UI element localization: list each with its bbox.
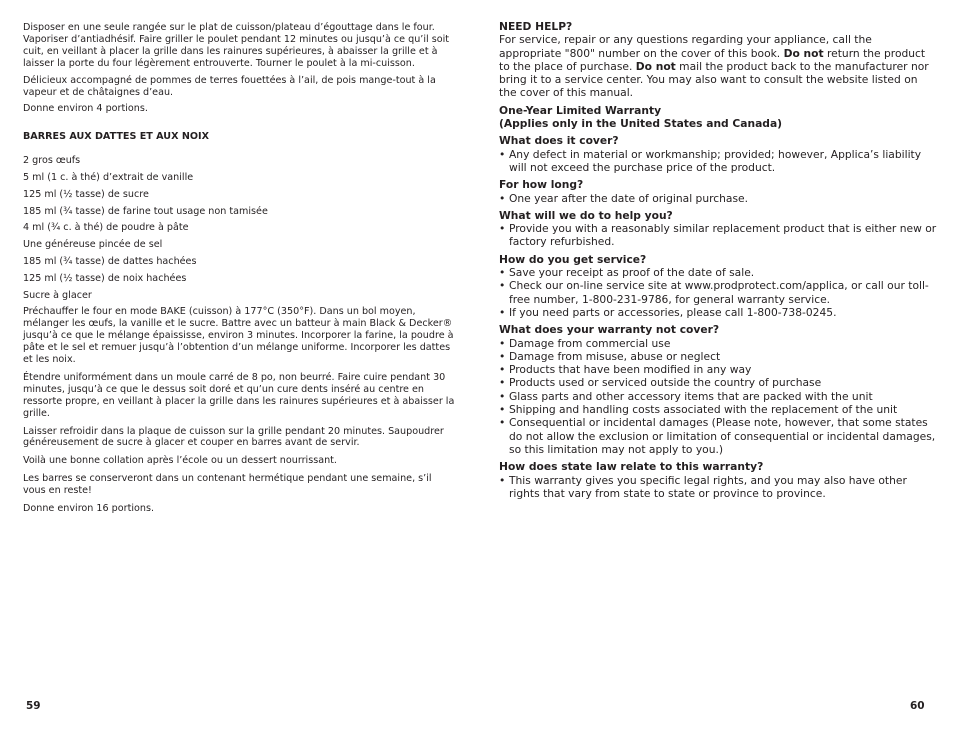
servings-text: Donne environ 16 portions. xyxy=(23,503,155,515)
list-item xyxy=(499,279,937,306)
ingredient-item: 185 ml (¾ tasse) de farine tout usage non tamisée xyxy=(23,205,268,217)
bullet-icon: • xyxy=(499,266,506,280)
need-help-text: return the product to the place of purchase. xyxy=(499,46,926,73)
ingredient-item: 2 gros œufs xyxy=(23,155,81,167)
warranty-title: One-Year Limited Warranty xyxy=(499,103,662,117)
list-item xyxy=(499,376,937,389)
ingredient-item: 4 ml (¾ c. à thé) de poudre à pâte xyxy=(23,222,189,234)
list-item xyxy=(499,363,937,376)
need-help-text: For service, repair or any questions regarding your appliance, call the appropriate "800" number on the cover of this book. xyxy=(499,33,872,60)
ingredient-item: 5 ml (1 c. à thé) d’extrait de vanille xyxy=(23,172,194,184)
list-item xyxy=(499,403,937,416)
bullet-icon: • xyxy=(499,416,506,430)
faq-question: What does it cover? xyxy=(499,134,619,148)
need-help-text: mail the product back to the manufacturer nor bring it to a service center. You may also want to consult the website listed on the cover of this manual. xyxy=(499,59,929,100)
list-item xyxy=(499,222,937,249)
list-item xyxy=(499,266,937,279)
list-item-text: Save your receipt as proof of the date of sale. xyxy=(509,266,755,280)
list-item xyxy=(499,148,937,175)
warranty-column xyxy=(499,20,937,500)
need-help-emphasis: Do not xyxy=(783,46,824,60)
need-help-paragraph xyxy=(499,33,937,99)
faq-answer-list xyxy=(499,266,937,319)
list-item-text: Check our on-line service site at www.prodprotect.com/applica, or call our toll-free number, 1-800-231-9786, for general warranty service. xyxy=(509,279,929,306)
list-item-text: Glass parts and other accessory items that are packed with the unit xyxy=(509,389,873,403)
list-item xyxy=(499,337,937,350)
list-item-text: Any defect in material or workmanship; provided; however, Applica’s liability will not exceed the purchase price of the product. xyxy=(509,147,922,174)
list-item-text: Provide you with a reasonably similar replacement product that is either new or factory refurbished. xyxy=(509,222,937,249)
faq-answer-list xyxy=(499,337,937,457)
bullet-icon: • xyxy=(499,349,506,363)
instruction-paragraph: Étendre uniformément dans un moule carré de 8 po, non beurré. Faire cuire pendant 30 minutes, jusqu’à ce que le dessus soit doré et qu’un cure dents inséré au centre en ressorte propre, en veillant à placer la grille dans les rainures supérieures et à abaisser la grille. xyxy=(23,371,455,419)
page-number: 59 xyxy=(26,700,41,712)
bullet-icon: • xyxy=(499,191,506,205)
bullet-icon: • xyxy=(499,376,506,390)
bullet-icon: • xyxy=(499,147,506,161)
instruction-paragraph: Les barres se conserveront dans un contenant hermétique pendant une semaine, s’il vous en reste! xyxy=(23,473,432,497)
bullet-icon: • xyxy=(499,336,506,350)
right-page xyxy=(477,0,954,738)
list-item-text: One year after the date of original purchase. xyxy=(509,191,749,205)
bullet-icon: • xyxy=(499,363,506,377)
ingredient-item: 125 ml (½ tasse) de noix hachées xyxy=(23,272,187,284)
intro-paragraph: Disposer en une seule rangée sur le plat de cuisson/plateau d’égouttage dans le four. Vaporiser d’antiadhésif. Faire griller le poulet pendant 12 minutes ou jusqu’à ce qu’il soit cuit, en veillant à placer la grille dans les rainures supérieures, à abaisser la grille et à laisser la porte du four légèrement entrouverte. Tourner le poulet à la mi-cuisson. xyxy=(23,22,449,69)
list-item-text: Products that have been modified in any way xyxy=(509,363,752,377)
bullet-icon: • xyxy=(499,473,506,487)
list-item xyxy=(499,390,937,403)
list-item-text: If you need parts or accessories, please call 1-800-738-0245. xyxy=(509,305,837,319)
recipe-title: BARRES AUX DATTES ET AUX NOIX xyxy=(23,131,209,143)
instruction-paragraph: Voilà une bonne collation après l’école ou un dessert nourrissant. xyxy=(23,455,337,467)
ingredient-item: 125 ml (½ tasse) de sucre xyxy=(23,188,149,200)
faq-answer-list xyxy=(499,148,937,175)
bullet-icon: • xyxy=(499,279,506,293)
list-item-text: Products used or serviced outside the country of purchase xyxy=(509,376,822,390)
bullet-icon: • xyxy=(499,389,506,403)
ingredient-item: 185 ml (¾ tasse) de dattes hachées xyxy=(23,256,197,268)
ingredient-item: Une généreuse pincée de sel xyxy=(23,239,163,251)
page-number: 60 xyxy=(910,700,925,712)
list-item-text: Shipping and handling costs associated with the replacement of the unit xyxy=(509,403,898,417)
faq-question: What does your warranty not cover? xyxy=(499,323,720,337)
list-item-text: Consequential or incidental damages (Please note, however, that some states do not allow the exclusion or limitation of consequential or incidental damages, so this limitation may not apply to you.) xyxy=(509,416,936,456)
servings-text: Donne environ 4 portions. xyxy=(23,103,148,115)
faq-answer-list xyxy=(499,192,937,205)
list-item xyxy=(499,416,937,456)
faq-question: For how long? xyxy=(499,178,584,192)
list-item xyxy=(499,192,937,205)
list-item xyxy=(499,474,937,501)
instruction-paragraph: Préchauffer le four en mode BAKE (cuisson) à 177°C (350°F). Dans un bol moyen, mélanger les œufs, la vanille et le sucre. Battre avec un batteur à main Black & Decker® jusqu’à ce que le mélange épaississe, environ 3 minutes. Incorporer la farine, la poudre à pâte et le sel et remuer jusqu’à l’obtention d’un mélange uniforme. Incorporer les dattes et les noix. xyxy=(23,306,454,366)
recipe-column xyxy=(23,22,455,521)
list-item-text: Damage from commercial use xyxy=(509,336,671,350)
need-help-heading: NEED HELP? xyxy=(499,20,573,33)
bullet-icon: • xyxy=(499,222,506,236)
warranty-subtitle: (Applies only in the United States and Canada) xyxy=(499,117,783,131)
list-item-text: This warranty gives you specific legal rights, and you may also have other rights that vary from state to state or province to province. xyxy=(509,473,907,500)
intro-paragraph: Délicieux accompagné de pommes de terres fouettées à l’ail, de pois mange-tout à la vapeur et de châtaignes d’eau. xyxy=(23,74,436,98)
ingredient-item: Sucre à glacer xyxy=(23,289,92,301)
faq-question: What will we do to help you? xyxy=(499,208,673,222)
bullet-icon: • xyxy=(499,305,506,319)
instruction-paragraph: Laisser refroidir dans la plaque de cuisson sur la grille pendant 20 minutes. Saupoudrer généreusement de sucre à glacer et couper en barres avant de servir. xyxy=(23,425,444,449)
list-item xyxy=(499,306,937,319)
faq-answer-list xyxy=(499,222,937,249)
faq-question: How does state law relate to this warranty? xyxy=(499,460,764,474)
list-item-text: Damage from misuse, abuse or neglect xyxy=(509,349,721,363)
faq-answer-list xyxy=(499,474,937,501)
list-item xyxy=(499,350,937,363)
faq-question: How do you get service? xyxy=(499,252,647,266)
need-help-emphasis: Do not xyxy=(635,59,676,73)
bullet-icon: • xyxy=(499,403,506,417)
